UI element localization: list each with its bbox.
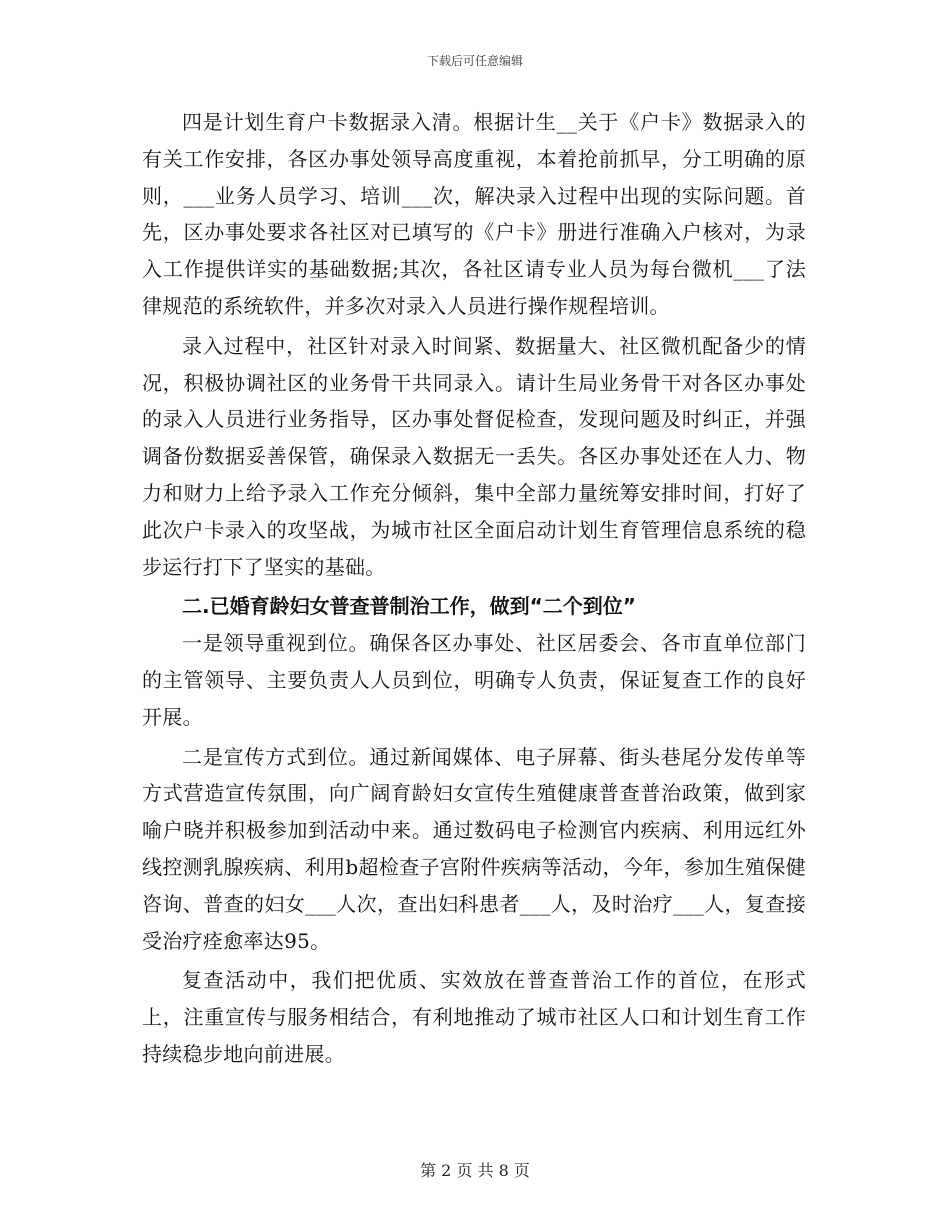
- paragraph-household-card-entry: 四是计划生育户卡数据录入清。根据计生__关于《户卡》数据录入的有关工作安排，各区办事处领导高度重视，本着抢前抓早，分工明确的原则，___业务人员学习、培训___次，解决录入过程中出现的实际问题。首先，区办事处要求各社区对已填写的《户卡》册进行准确入户核对，为录入工作提供详实的基础数据;其次，各社区请专业人员为每台微机___了法律规范的系统软件，并多次对录入人员进行操作规程培训。: [142, 110, 806, 318]
- document-body: [142, 104, 806, 1073]
- paragraph-publicity: 二是宣传方式到位。通过新闻媒体、电子屏幕、街头巷尾分发传单等方式营造宣传氛围，向广阔育龄妇女宣传生殖健康普查普治政策，做到家喻户晓并积极参加到活动中来。通过数码电子检测官内疾病、利用远红外线控测乳腺疾病、利用b超检查子宫附件疾病等活动，今年，参加生殖保健咨询、普查的妇女___人次，查出妇科患者___人，及时治疗___人，复查接受治疗痊愈率达95。: [142, 744, 806, 953]
- paragraph-review-activity: 复查活动中，我们把优质、实效放在普查普治工作的首位，在形式上，注重宣传与服务相结合，有利地推动了城市社区人口和计划生育工作持续稳步地向前进展。: [142, 968, 806, 1066]
- paragraph-leadership: 一是领导重视到位。确保各区办事处、社区居委会、各市直单位部门的主管领导、主要负责人人员到位，明确专人负责，保证复查工作的良好开展。: [142, 631, 806, 729]
- page-number-footer: 第 2 页 共 8 页: [420, 1161, 530, 1180]
- section-heading-screening: 二.已婚育龄妇女普查普制治工作，做到“二个到位”: [182, 594, 636, 619]
- page-header-note: 下载后可任意编辑: [426, 54, 523, 68]
- paragraph-entry-process: 录入过程中，社区针对录入时间紧、数据量大、社区微机配备少的情况，积极协调社区的业务骨干共同录入。请计生局业务骨干对各区办事处的录入人员进行业务指导，区办事处督促检查，发现问题及时纠正，并强调备份数据妥善保管，确保录入数据无一丢失。各区办事处还在人力、物力和财力上给予录入工作充分倾斜，集中全部力量统筹安排时间，打好了此次户卡录入的攻坚战，为城市社区全面启动计划生育管理信息系统的稳步运行打下了坚实的基础。: [142, 333, 806, 579]
